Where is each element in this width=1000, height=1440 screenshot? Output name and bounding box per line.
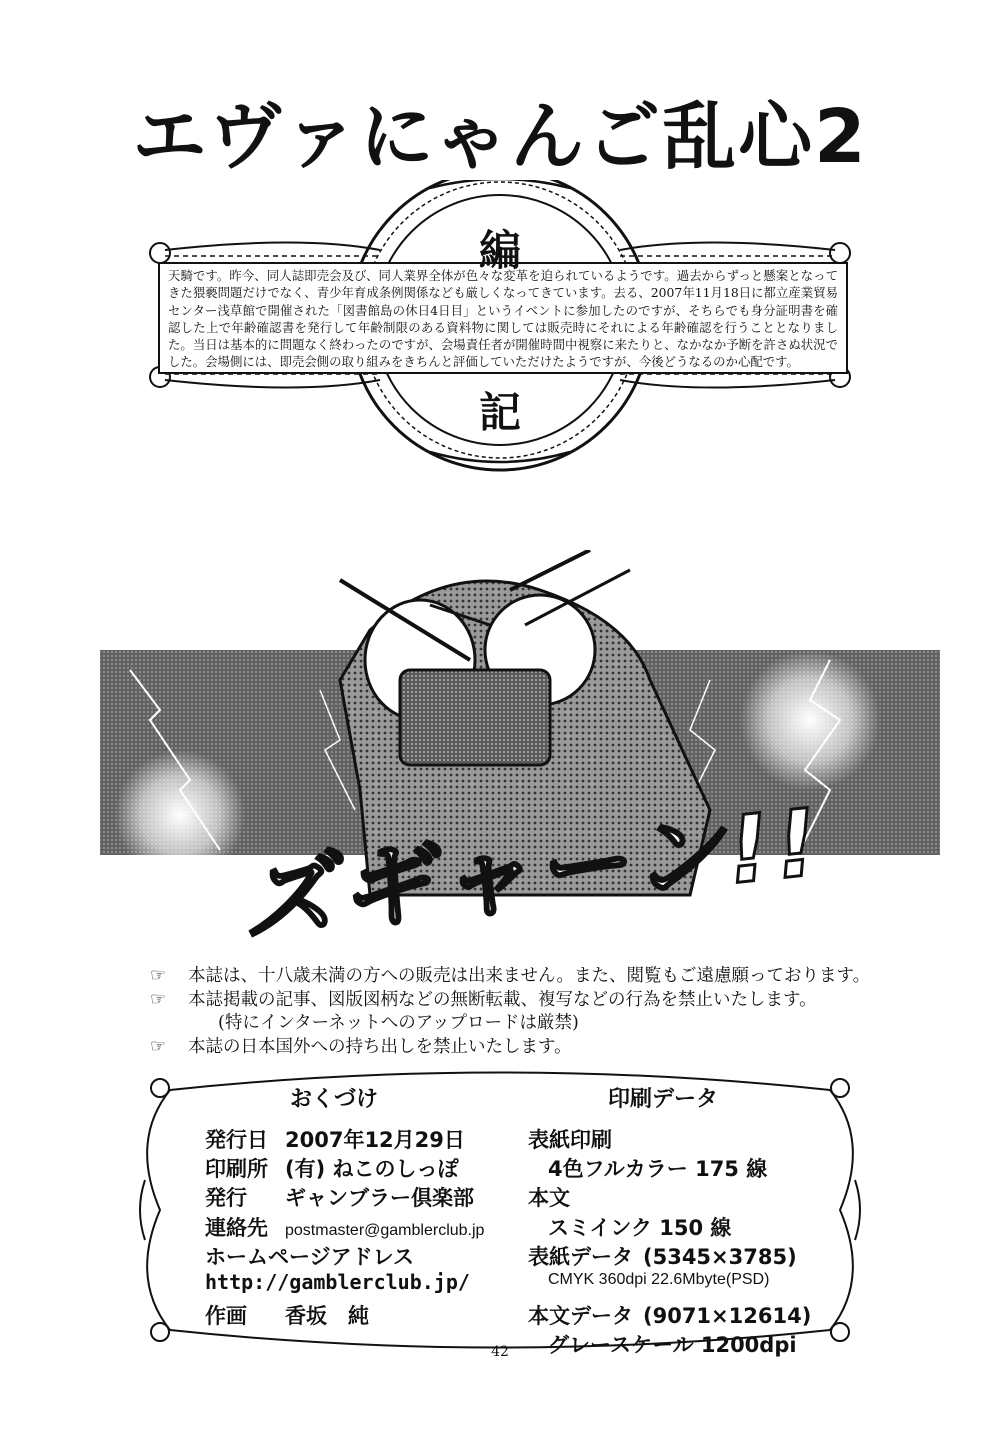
notice-item: ☞ 本誌掲載の記事、図版図柄などの無断転載、複写などの行為を禁止いたします。 xyxy=(150,989,817,1010)
print-row: 本文データ (9071×12614) xyxy=(528,1304,812,1328)
pointing-hand-icon: ☞ xyxy=(150,1036,167,1057)
print-row: スミインク 150 線 xyxy=(548,1216,732,1240)
colophon-row: 発行 ギャンブラー倶楽部 xyxy=(205,1186,474,1210)
colophon-heading: おくづけ xyxy=(290,1087,379,1112)
notice-item: (特にインターネットへのアップロードは厳禁) xyxy=(218,1013,579,1033)
colophon-row: 連絡先 postmaster@gamblerclub.jp xyxy=(205,1216,485,1240)
print-data-heading: 印刷データ xyxy=(608,1087,719,1112)
page-title: エヴァにゃんご乱心2 xyxy=(132,94,868,180)
page-number: 42 xyxy=(491,1344,509,1360)
print-row: 表紙印刷 xyxy=(528,1128,612,1152)
print-row: 4色フルカラー 175 線 xyxy=(548,1157,768,1181)
notices xyxy=(150,964,910,1059)
notice-item: ☞ 本誌は、十八歳未満の方への販売は出来ません。また、閲覧もご遠慮願っております。 xyxy=(150,965,871,986)
colophon-row: 発行日 2007年12月29日 xyxy=(205,1128,465,1152)
print-row: 表紙データ (5345×3785) xyxy=(528,1245,797,1269)
colophon-row: 作画 香坂 純 xyxy=(205,1304,369,1328)
notice-item: ☞ 本誌の日本国外への持ち出しを禁止いたします。 xyxy=(150,1036,572,1057)
pointing-hand-icon: ☞ xyxy=(150,965,167,986)
print-row: CMYK 360dpi 22.6Mbyte(PSD) xyxy=(548,1271,770,1288)
sound-effect: ズギャーン!! xyxy=(236,788,829,956)
afterword-heading-top: 編 xyxy=(478,226,521,275)
colophon-row: 印刷所 (有) ねこのしっぽ xyxy=(205,1157,459,1181)
print-row: 本文 xyxy=(528,1186,570,1210)
pointing-hand-icon: ☞ xyxy=(150,989,167,1010)
colophon-row: http://gamblerclub.jp/ xyxy=(205,1270,470,1294)
afterword-body: 天騎です。昨今、同人誌即売会及び、同人業界全体が色々な変革を迫られているようです。過去からずっと懸案となってきた猥褻問題だけでなく、青少年育成条例関係なども厳しくなってきています。去る、2007年11月18日に都立産業貿易センター浅草館で開催された「図書館島の休日4日目」というイベントに参加したのですが、そちらでも身分証明書を確認した上で年齢確認書を発行して年齢制限のある資料物に関しては販売時にそれによる年齢確認を行うこととなりました。当日は基本的に問題なく終わったのですが、会場責任者が開催時間中視察に来たりと、なかなか予断を許さぬ状況でした。会場側には、即売会側の取り組みをきちんと評価していただけたようですが、今後どうなるのか心配です。 xyxy=(168,268,838,370)
print-row: グレースケール 1200dpi xyxy=(548,1333,797,1357)
afterword-heading-bottom: 記 xyxy=(478,388,521,437)
colophon-row: ホームページアドレス xyxy=(205,1245,414,1269)
